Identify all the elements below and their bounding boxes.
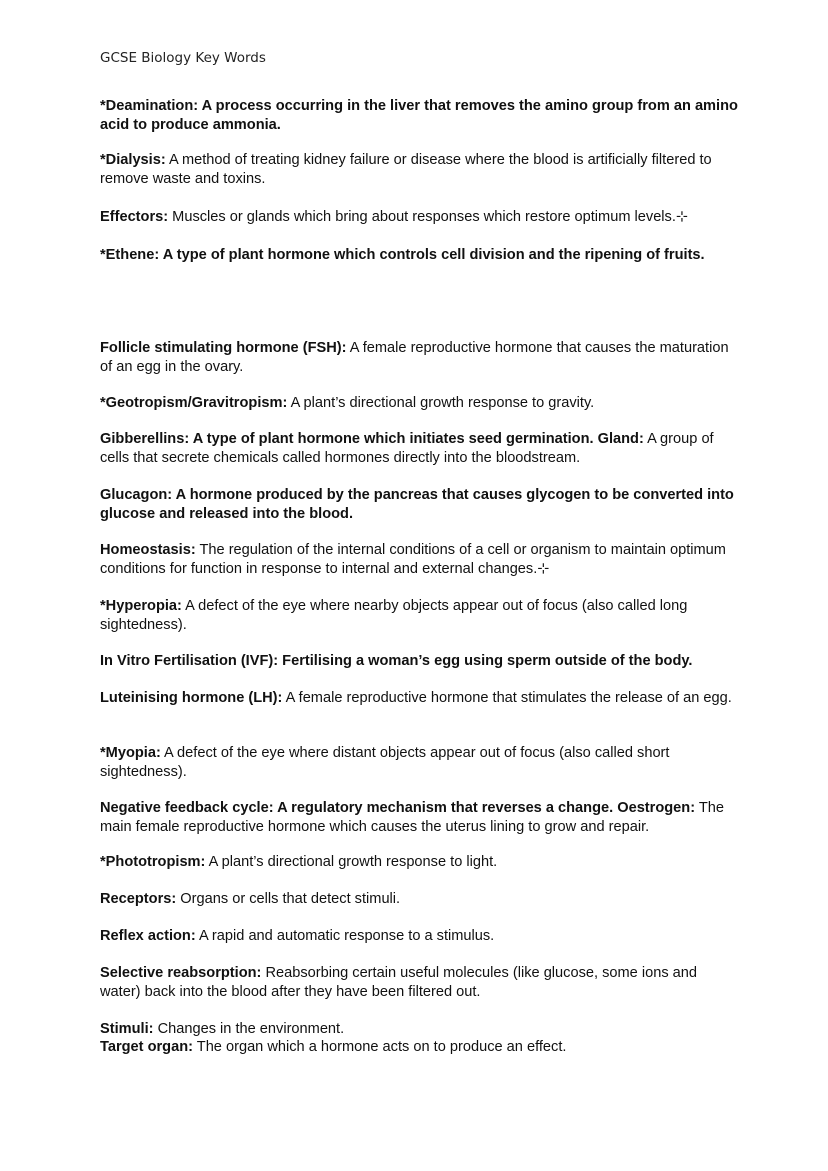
key-word-term: Luteinising hormone (LH): (100, 690, 283, 706)
key-word-term: *Deamination: A process occurring in the liver that removes the amino group from an amino acid to produce ammonia. (100, 98, 738, 133)
key-word-term: Reflex action: (100, 928, 196, 944)
key-word-definition: A plant’s directional growth response to light. (205, 854, 498, 870)
key-word-entry (100, 799, 740, 836)
key-word-term: Effectors: (100, 209, 169, 225)
key-word-definition: Organs or cells that detect stimuli. (176, 891, 401, 907)
key-word-definition: The main female reproductive hormone which causes the uterus lining to grow and repair. (100, 800, 725, 835)
key-word-term: Negative feedback cycle: A regulatory mechanism that reverses a change. Oestrogen: (100, 800, 696, 816)
key-word-definition: The organ which a hormone acts on to produce an effect. (192, 1039, 567, 1055)
key-word-entry (100, 97, 740, 134)
key-word-term: *Dialysis: (100, 152, 166, 168)
key-word-entry (100, 339, 740, 376)
key-word-definition: Muscles or glands which bring about responses which restore optimum levels.⊹ (168, 209, 689, 225)
key-word-entry (100, 208, 740, 227)
key-word-entry (100, 430, 740, 467)
key-word-term: *Hyperopia: (100, 598, 182, 614)
page-header: GCSE Biology Key Words (100, 50, 266, 66)
key-word-term: Homeostasis: (100, 542, 196, 558)
key-word-definition: Changes in the environment. (153, 1021, 345, 1037)
key-word-entry (100, 1038, 740, 1057)
key-word-definition: A female reproductive hormone that stimulates the release of an egg. (282, 690, 732, 706)
key-word-term: Glucagon: A hormone produced by the pancreas that causes glycogen to be converted into glucose and released into the blood. (100, 487, 734, 522)
key-word-term: Follicle stimulating hormone (FSH): (100, 340, 347, 356)
key-word-entry (100, 246, 740, 265)
key-word-definition: A female reproductive hormone that causes the maturation of an egg in the ovary. (100, 340, 729, 375)
key-word-entry (100, 927, 740, 946)
key-word-term: *Myopia: (100, 745, 161, 761)
key-word-entry (100, 597, 740, 634)
key-word-definition: The regulation of the internal conditions of a cell or organism to maintain optimum conditions for function in response to internal and external changes.⊹ (100, 542, 726, 577)
key-word-definition: Reabsorbing certain useful molecules (like glucose, some ions and water) back into the blood after they have been filtered out. (100, 965, 698, 1000)
key-word-term: *Ethene: A type of plant hormone which controls cell division and the ripening of fruits. (100, 247, 705, 263)
key-word-definition: A plant’s directional growth response to gravity. (287, 395, 595, 411)
key-word-definition: A method of treating kidney failure or disease where the blood is artificially filtered to remove waste and toxins. (100, 152, 712, 187)
key-word-term: Stimuli: (100, 1021, 154, 1037)
key-word-definition: A group of cells that secrete chemicals called hormones directly into the bloodstream. (100, 431, 714, 466)
key-word-definition: A rapid and automatic response to a stimulus. (195, 928, 495, 944)
key-word-entry (100, 744, 740, 781)
key-word-term: Gibberellins: A type of plant hormone which initiates seed germination. Gland: (100, 431, 644, 447)
key-word-entry (100, 541, 740, 578)
key-word-entry (100, 964, 740, 1001)
key-word-entry (100, 890, 740, 909)
key-word-term: Receptors: (100, 891, 177, 907)
key-word-definition: A defect of the eye where distant objects appear out of focus (also called short sightedness). (100, 745, 670, 780)
key-word-entry (100, 652, 740, 671)
key-word-entry (100, 394, 740, 413)
key-word-term: *Geotropism/Gravitropism: (100, 395, 288, 411)
key-word-entry (100, 689, 740, 708)
key-word-entry (100, 486, 740, 523)
key-word-term: Selective reabsorption: (100, 965, 262, 981)
key-word-term: In Vitro Fertilisation (IVF): Fertilising a woman’s egg using sperm outside of the body. (100, 653, 693, 669)
key-word-entry (100, 853, 740, 872)
key-word-definition: A defect of the eye where nearby objects appear out of focus (also called long sightedness). (100, 598, 688, 633)
key-word-entry (100, 151, 740, 188)
key-word-term: *Phototropism: (100, 854, 206, 870)
key-word-term: Target organ: (100, 1039, 193, 1055)
key-word-entry (100, 1020, 740, 1039)
